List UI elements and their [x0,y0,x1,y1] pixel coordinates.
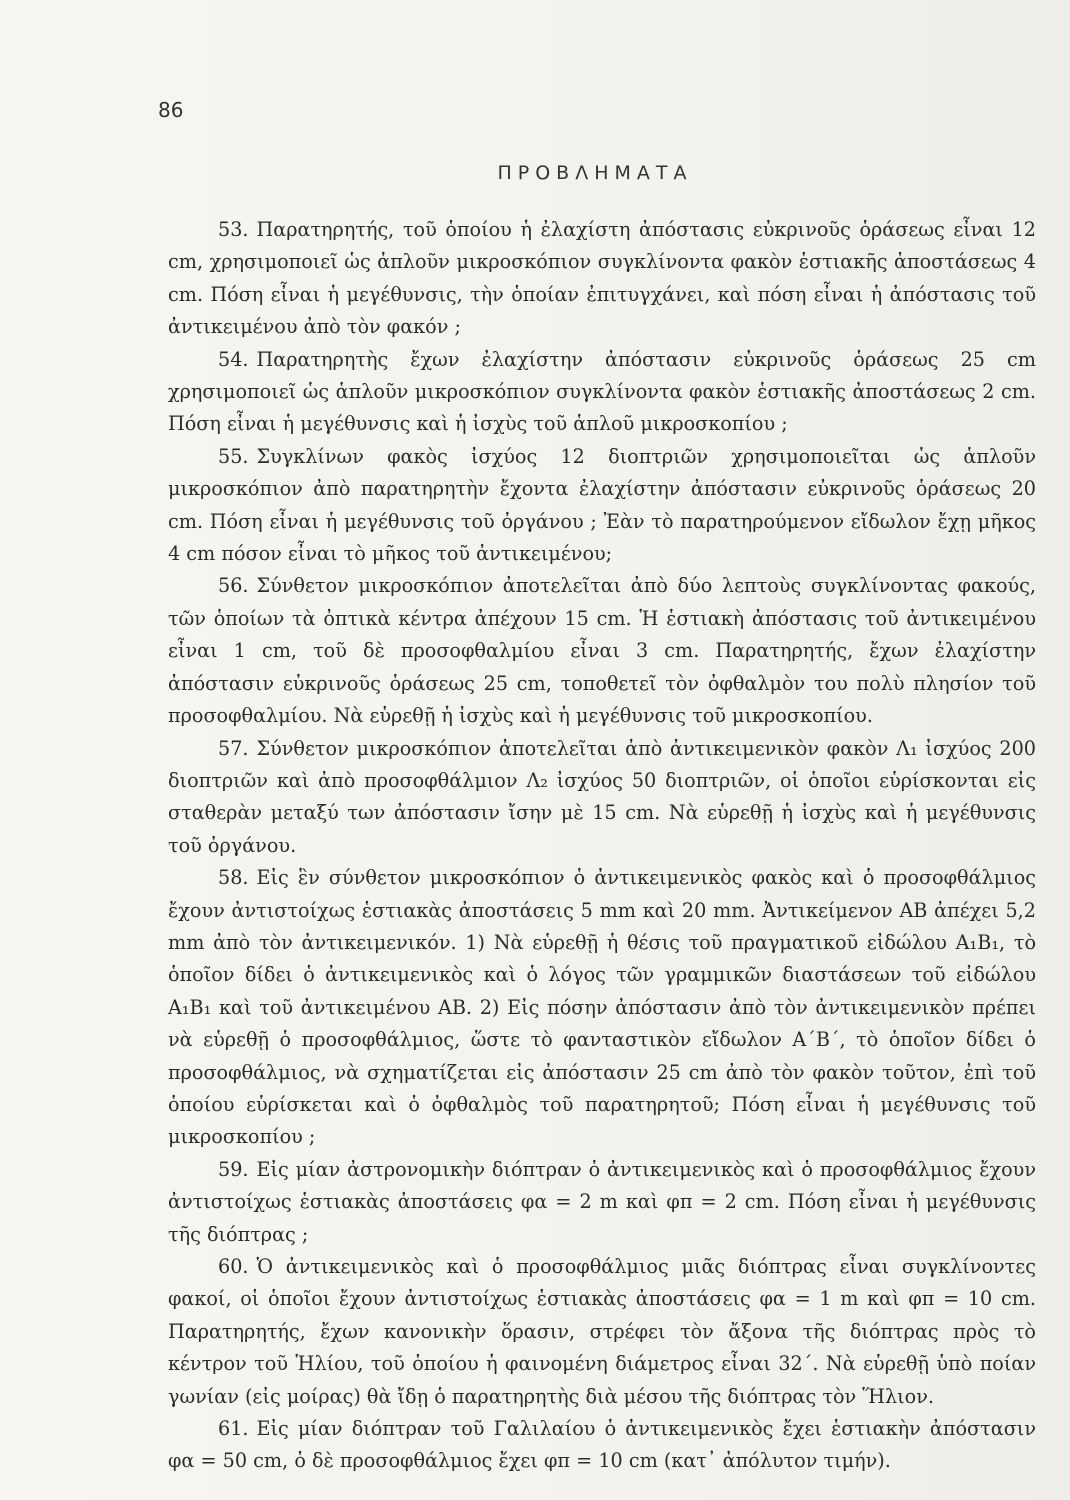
section-title: ΠΡΟΒΛΗΜΑΤΑ [497,162,693,184]
problem-number: 58. [218,866,249,890]
problem-text: Συγκλίνων φακὸς ἰσχύος 12 διοπτριῶν χρησιμοποιεῖται ὡς ἁπλοῦν μικροσκόπιον ἀπὸ παρατηρητὴν ἔχοντα ἐλαχίστην ἀπόστασιν εὐκρινοῦς ὁράσεως 20 cm. Πόση εἶναι ἡ μεγέθυνσις τοῦ ὀργάνου ; Ἐὰν τὸ παρατηρούμενον εἴδωλον ἔχῃ μῆκος 4 cm πόσον εἶναι τὸ μῆκος τοῦ ἀντικειμένου; [168,444,1036,566]
problem-number: 55. [218,444,249,468]
problem-number: 53. [218,218,249,241]
problem-59 [168,1154,1036,1251]
problem-text: Παρατηρητής, τοῦ ὁποίου ἡ ἐλαχίστη ἀπόστασις εὐκρινοῦς ὁράσεως εἶναι 12 cm, χρησιμοποιεῖ ὡς ἁπλοῦν μικροσκόπιον συγκλίνοντα φακὸν ἑστιακῆς ἀποστάσεως 4 cm. Πόση εἶναι ἡ μεγέθυνσις, τὴν ὁποίαν ἐπιτυγχάνει, καὶ πόση εἶναι ἡ ἀπόστασις τοῦ ἀντικειμένου ἀπὸ τὸν φακόν ; [168,218,1036,339]
problem-number: 54. [218,347,249,371]
page-number: 86 [158,98,184,122]
problem-57 [168,733,1036,863]
problem-list [168,214,1036,1478]
problem-61 [168,1413,1036,1478]
problem-53 [168,214,1036,344]
problem-number: 57. [218,736,249,760]
problem-text: Εἰς μίαν διόπτραν τοῦ Γαλιλαίου ὁ ἀντικειμενικὸς ἔχει ἑστιακὴν ἀπόστασιν φα = 50 cm, ὁ δὲ προσοφθάλμιος ἔχει φπ = 10 cm (κατ᾽ ἀπόλυτον τιμήν). [168,1417,1036,1473]
problem-60 [168,1251,1036,1413]
problem-text: Εἰς μίαν ἀστρονομικὴν διόπτραν ὁ ἀντικειμενικὸς καὶ ὁ προσοφθάλμιος ἔχουν ἀντιστοίχως ἑστιακὰς ἀποστάσεις φα = 2 m καὶ φπ = 2 cm. Πόση εἶναι ἡ μεγέθυνσις τῆς διόπτρας ; [168,1157,1036,1246]
problem-text: Εἰς ἓν σύνθετον μικροσκόπιον ὁ ἀντικειμενικὸς φακὸς καὶ ὁ προσοφθάλμιος ἔχουν ἀντιστοίχως ἑστιακὰς ἀποστάσεις 5 mm καὶ 20 mm. Ἀντικείμενον ΑΒ ἀπέχει 5,2 mm ἀπὸ τὸν ἀντικειμενικόν. 1) Νὰ εὑρεθῇ ἡ θέσις τοῦ πραγματικοῦ εἰδώλου Α₁Β₁, τὸ ὁποῖον δίδει ὁ ἀντικειμενικὸς καὶ ὁ λόγος τῶν γραμμικῶν διαστάσεων τοῦ εἰδώλου Α₁Β₁ καὶ τοῦ ἀντικειμένου ΑΒ. 2) Εἰς πόσην ἀπόστασιν ἀπὸ τὸν ἀντικειμενικὸν πρέπει νὰ εὑρεθῇ ὁ προσοφθάλμιος, ὥστε τὸ φανταστικὸν εἴδωλον Α΄Β΄, τὸ ὁποῖον δίδει ὁ προσοφθάλμιος, νὰ σχηματίζεται εἰς ἀπόστασιν 25 cm ἀπὸ τὸν φακὸν τοῦτον, ἐπὶ τοῦ ὁποίου εὑρίσκεται καὶ ὁ ὀφθαλμὸς τοῦ παρατηρητοῦ; Πόση εἶναι ἡ μεγέθυνσις τοῦ μικροσκοπίου ; [168,866,1036,1149]
problem-55 [168,441,1036,571]
problem-text: Ὁ ἀντικειμενικὸς καὶ ὁ προσοφθάλμιος μιᾶς διόπτρας εἶναι συγκλίνοντες φακοί, οἱ ὁποῖοι ἔχουν ἀντιστοίχως ἑστιακὰς ἀποστάσεις φα = 1 m καὶ φπ = 10 cm. Παρατηρητής, ἔχων κανονικὴν ὅρασιν, στρέφει τὸν ἄξονα τῆς διόπτρας πρὸς τὸ κέντρον τοῦ Ἡλίου, τοῦ ὁποίου ἡ φαινομένη διάμετρος εἶναι 32΄. Νὰ εὑρεθῇ ὑπὸ ποίαν γωνίαν (εἰς μοίρας) θὰ ἴδῃ ὁ παρατηρητὴς διὰ μέσου τῆς διόπτρας τὸν Ἥλιον. [168,1255,1036,1408]
problem-number: 56. [218,574,249,598]
problem-text: Σύνθετον μικροσκόπιον ἀποτελεῖται ἀπὸ δύο λεπτοὺς συγκλίνοντας φακούς, τῶν ὁποίων τὰ ὀπτικὰ κέντρα ἀπέχουν 15 cm. Ἡ ἑστιακὴ ἀπόστασις τοῦ ἀντικειμένου εἶναι 1 cm, τοῦ δὲ προσοφθαλμίου εἶναι 3 cm. Παρατηρητής, ἔχων ἐλαχίστην ἀπόστασιν εὐκρινοῦς ὁράσεως 25 cm, τοποθετεῖ τὸν ὀφθαλμὸν του πολὺ πλησίον τοῦ προσοφθαλμίου. Νὰ εὑρεθῇ ἡ ἰσχὺς καὶ ἡ μεγέθυνσις τοῦ μικροσκοπίου. [168,574,1036,728]
problem-number: 60. [218,1255,249,1278]
problem-number: 59. [218,1157,249,1181]
problem-text: Σύνθετον μικροσκόπιον ἀποτελεῖται ἀπὸ ἀντικειμενικὸν φακὸν Λ₁ ἰσχύος 200 διοπτριῶν καὶ ἀπὸ προσοφθάλμιον Λ₂ ἰσχύος 50 διοπτριῶν, οἱ ὁποῖοι εὑρίσκονται εἰς σταθερὰν μεταξύ των ἀπόστασιν ἴσην μὲ 15 cm. Νὰ εὑρεθῇ ἡ ἰσχὺς καὶ ἡ μεγέθυνσις τοῦ ὀργάνου. [168,736,1036,857]
problem-number: 61. [218,1417,249,1441]
problem-text: Παρατηρητὴς ἔχων ἐλαχίστην ἀπόστασιν εὐκρινοῦς ὁράσεως 25 cm χρησιμοποιεῖ ὡς ἁπλοῦν μικροσκόπιον συγκλίνοντα φακὸν ἑστιακῆς ἀποστάσεως 2 cm. Πόση εἶναι ἡ μεγέθυνσις καὶ ἡ ἰσχὺς τοῦ ἁπλοῦ μικροσκοπίου ; [168,347,1036,436]
problem-58 [168,862,1036,1154]
problem-56 [168,570,1036,732]
problem-54 [168,344,1036,441]
